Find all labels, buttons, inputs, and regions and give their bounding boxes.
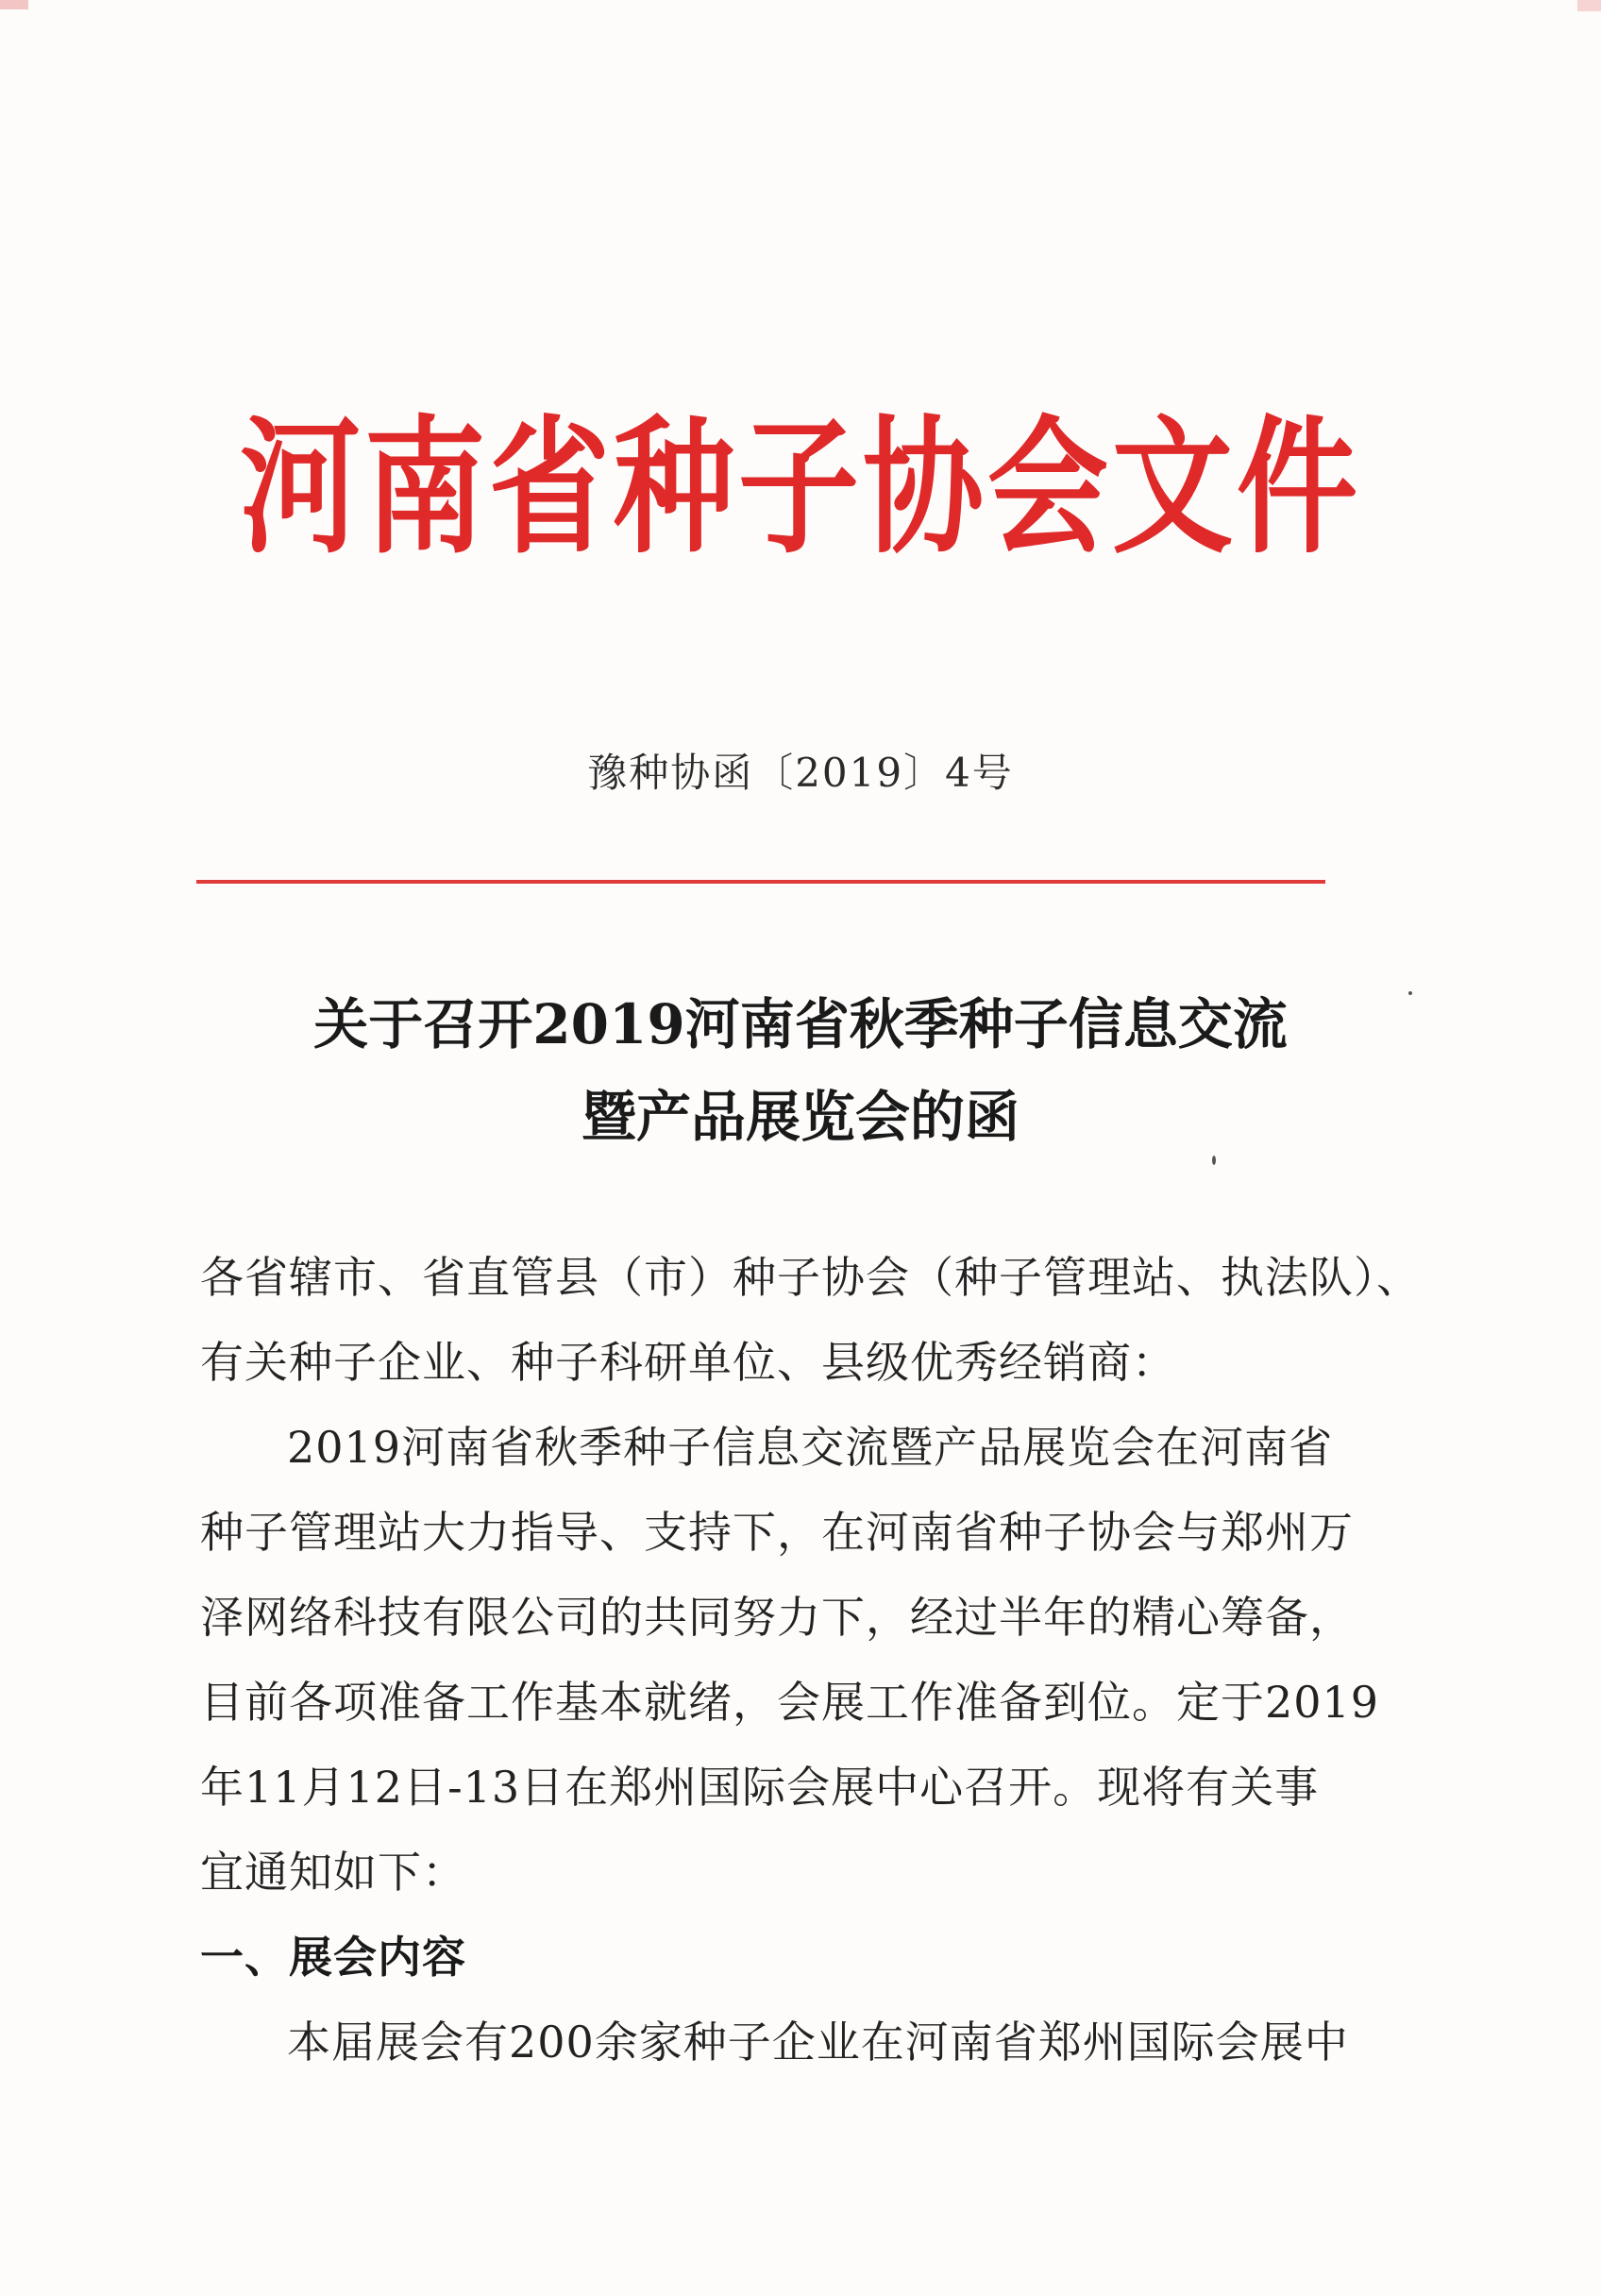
body-line-addressee-1: 各省辖市、省直管县（市）种子协会（种子管理站、执法队）、 xyxy=(200,1252,1421,1303)
scan-corner-mark xyxy=(0,0,28,9)
title-line-2: 暨产品展览会的函 xyxy=(581,1085,1020,1149)
section-1-heading: 一、展会内容 xyxy=(200,1932,466,1983)
section-1-line-1: 本届展会有200余家种子企业在河南省郑州国际会展中 xyxy=(287,2017,1349,2068)
body-line-paragraph-1: 2019河南省秋季种子信息交流暨产品展览会在河南省 xyxy=(287,1422,1334,1473)
body-line-paragraph-2: 种子管理站大力指导、支持下，在河南省种子协会与郑州万 xyxy=(200,1507,1354,1558)
scan-speck xyxy=(1212,1156,1216,1165)
body-line-paragraph-3: 泽网络科技有限公司的共同努力下，经过半年的精心筹备， xyxy=(200,1592,1354,1643)
document-body xyxy=(200,1235,1421,2085)
document-number: 豫种协函〔2019〕4号 xyxy=(587,750,1014,796)
title-line-1: 关于召开2019河南省秋季种子信息交流 xyxy=(313,992,1288,1056)
scan-speck xyxy=(1408,991,1412,995)
red-separator-line xyxy=(196,880,1325,884)
org-file-header: 河南省种子协会文件 xyxy=(239,402,1361,575)
body-line-paragraph-4: 目前各项准备工作基本就绪，会展工作准备到位。定于2019 xyxy=(200,1677,1380,1728)
scan-corner-mark-right xyxy=(1577,0,1601,11)
body-line-addressee-2: 有关种子企业、种子科研单位、县级优秀经销商： xyxy=(200,1337,1176,1388)
document-title xyxy=(0,978,1601,1163)
body-line-paragraph-5: 年11月12日-13日在郑州国际会展中心召开。现将有关事 xyxy=(200,1762,1320,1813)
body-line-paragraph-6: 宜通知如下： xyxy=(200,1847,466,1898)
